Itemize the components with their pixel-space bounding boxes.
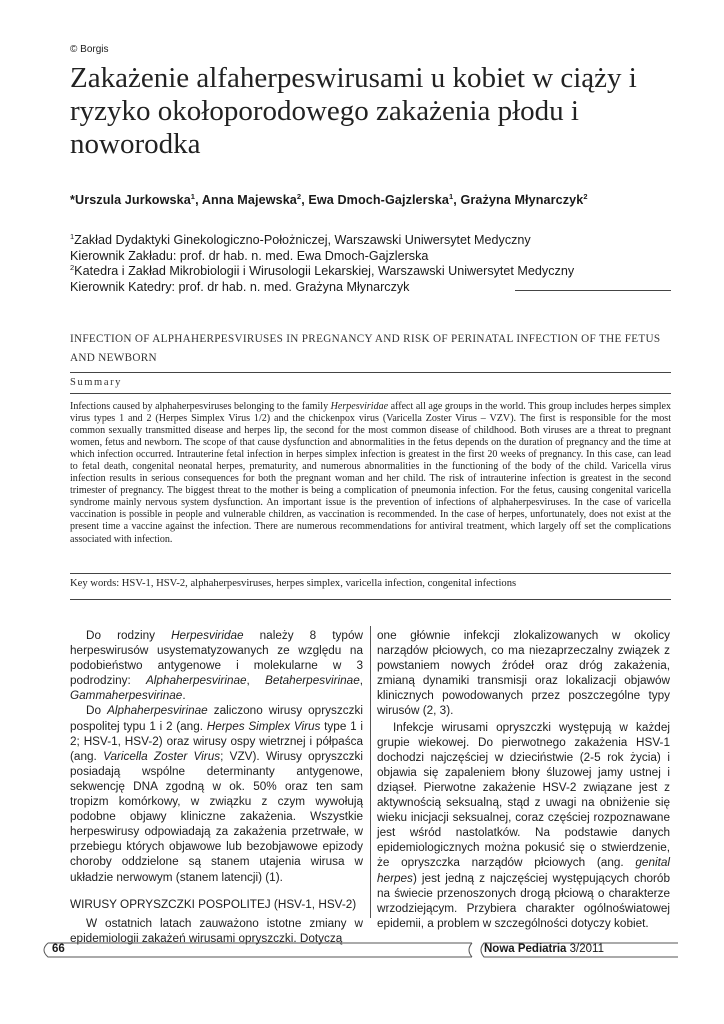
italic-term: genital herpes <box>377 856 670 885</box>
article-title: Zakażenie alfaherpeswirusami u kobiet w ciąży i ryzyko okołoporodowego zakażenia płodu i noworodka <box>70 62 637 160</box>
summary-part2: affect all age groups in the world. This group includes herpes simplex virus types 1 and 2 (Herpes Simplex Virus 1/2) and the chickenpox virus (Varicella Zoster Virus – VZV). The first is responsible for the most common sexually transmitted disease and herpes lip, the second for the most common disease of childhood. Both viruses are a threat to pregnant women, fetus and newborn. The scope of that cause dysfunction and abnormalities in the fetus depends on the duration of pregnancy and the time at which infection occurred. Intrauterine fetal infection in herpes simplex infection is greatest in the first 20 weeks of pregnancy. In this case, can lead to fetal death, congenital neonatal herpes, prematurity, and numerous abnormalities in the functioning of the body of the child. Varicella virus infection results in serious consequences for both the pregnant woman and her child. The risk of intrauterine infection is greatest in the second trimester of pregnancy. The biggest threat to the mother is being a complication of pneumonia infection. For the fetus, causing congenital varicella syndrome mainly nervous system dysfunction. An important issue is the prevention of infections of alphaherpesviruses. In the case of varicella vaccination is possible in people and vulnerable children, as vaccination is recommended. In the case of herpes, unfortunately, does not exist at the present time a vaccine against the infection. There are numerous recommendations for antiviral treatment, which largely off set the complications associated with infection. <box>70 401 671 545</box>
italic-term: Betaherpesvirinae <box>265 674 360 688</box>
text-run: Do <box>86 704 108 718</box>
text-run: Infekcje wirusami opryszczki występują w każdej grupie wiekowej. Do pierwotnego zakażenia HSV-1 dochodzi najczęściej w dzieciństwie (2-5 rok życia) i objawia się zapaleniem błony śluzowej jamy ustnej i dziąseł. Pierwotne zakażenie HSV-2 związane jest z aktywnością seksualną, stąd z uwagi na obniżenie się wieku inicjacji seksualnej, coraz częściej rozpoznawane jest wśród nastolatków. Na podstawie danych epidemiologicznych można pokusić się o stwierdzenie, że opryszczka narządów płciowych (ang. <box>377 720 670 870</box>
text-run: type 1 i 2; HSV-1, HSV-2) oraz wirusy ospy wietrznej i półpaśca (ang. <box>70 719 363 763</box>
summary-italic: Herpesviridae <box>330 401 389 412</box>
affiliation-line <box>70 233 690 249</box>
affiliation-line <box>70 249 690 265</box>
text-run: Do rodziny <box>86 629 172 642</box>
authors-line: *Urszula Jurkowska$^1$, Anna Majewska$^2$, Ewa Dmoch-Gajzlerska$^1$, Grażyna Młynarczyk$^2$ <box>70 191 588 207</box>
text-run: należy 8 typów herpeswirusów usystematyzowanych ze względu na podobieństwo antygenowe i molekularne w 3 podrodziny: <box>70 629 363 688</box>
text-run: zaliczono wirusy opryszczki pospolitej typu 1 i 2 (ang. <box>70 704 363 733</box>
affiliation-mark: 1 <box>70 231 75 241</box>
italic-term: Alphaherpesvirinae <box>145 674 247 688</box>
affiliation-line <box>70 264 690 280</box>
section-heading-hsv: WIRUSY OPRYSZCZKI POSPOLITEJ (HSV-1, HSV-2) <box>70 897 357 911</box>
author-name: Ewa Dmoch-Gajzlerska <box>308 193 449 207</box>
affiliation-text: Katedra i Zakład Mikrobiologii i Wirusologii Lekarskiej, Warszawski Uniwersytet Medyczny <box>74 264 575 278</box>
english-title: INFECTION OF ALPHAHERPESVIRUSES IN PREGNANCY AND RISK OF PERINATAL INFECTION OF THE FETUS AND NEWBORN <box>70 333 661 364</box>
author-name: *Urszula Jurkowska <box>70 193 191 207</box>
affiliation-text: Kierownik Katedry: prof. dr hab. n. med. Grażyna Młynarczyk <box>70 279 410 294</box>
summary-part1: Infections caused by alphaherpesviruses belonging to the family <box>70 401 331 412</box>
affiliation-rule <box>515 290 671 291</box>
right-column <box>377 628 670 931</box>
copyright: © Borgis <box>70 44 109 55</box>
affiliation-text: Zakład Dydaktyki Ginekologiczno-Położniczej, Warszawski Uniwersytet Medyczny <box>74 233 531 247</box>
column-divider <box>370 626 371 918</box>
left-paragraph-3: W ostatnich latach zauważono istotne zmiany w epidemiologii zakażeń wirusami opryszczki. Dotyczą <box>70 916 363 945</box>
left-column <box>70 628 363 946</box>
text-run: ; VZV). Wirusy opryszczki posiadają wspólne determinanty antygenowe, sekwencję DNA zgodną w ok. 50% oraz ten sam tropizm komórkowy, w związku z czym wywołują podobne objawy kliniczne zakażenia. Wszystkie herpeswirusy odpowiadają za zakażenia przetrwałe, w przebiegu których objawowe lub bezobjawowe epizody choroby oddzielone są stanem utajenia wirusa w układzie nerwowym (stanem latencji) (1). <box>70 749 363 884</box>
author-affiliation-mark: 2 <box>296 191 302 201</box>
affiliation-text: Kierownik Zakładu: prof. dr hab. n. med. Ewa Dmoch-Gajzlerska <box>70 248 429 263</box>
keywords: Key words: HSV-1, HSV-2, alphaherpesviruses, herpes simplex, varicella infection, congenital infections <box>70 578 517 589</box>
summary-text <box>70 401 671 546</box>
author-affiliation-mark: 2 <box>583 191 588 201</box>
author-affiliation-mark: 1 <box>190 191 196 201</box>
journal-name: Nowa Pediatria <box>484 943 567 955</box>
author-affiliation-mark: 1 <box>448 191 454 201</box>
journal-info <box>484 943 604 955</box>
right-paragraph-2 <box>377 720 670 931</box>
left-paragraph-2 <box>70 703 363 884</box>
text-run: . <box>182 689 186 703</box>
author-name: Grażyna Młynarczyk <box>460 193 584 207</box>
affiliation-mark: 2 <box>70 262 75 272</box>
text-run: , <box>359 674 363 688</box>
text-run: , <box>246 674 266 688</box>
affiliation-line <box>70 280 690 296</box>
italic-term: Alphaherpesvirinae <box>107 704 208 718</box>
italic-term: Herpesviridae <box>171 629 244 642</box>
summary-heading-rule <box>70 393 671 394</box>
keywords-top-rule <box>70 573 671 574</box>
left-paragraph-1 <box>70 628 363 703</box>
italic-term: Varicella Zoster Virus <box>103 749 221 763</box>
italic-term: Gammaherpesvirinae <box>70 689 183 703</box>
keywords-bottom-rule <box>70 599 671 600</box>
affiliations <box>70 233 690 295</box>
page-number: 66 <box>52 943 65 955</box>
author-name: Anna Majewska <box>201 193 297 207</box>
right-paragraph-1: one głównie infekcji zlokalizowanych w okolicy narządów płciowych, co ma niezaprzeczalny związek z powstaniem nowych źródeł oraz dróg zakażenia, zmianą dynamiki transmisji oraz lokalizacji objawów klinicznych powodowanych przez poszczególne typy wirusów (2, 3). <box>377 629 670 718</box>
italic-term: Herpes Simplex Virus <box>206 719 321 733</box>
summary-top-rule <box>70 372 671 373</box>
text-run: ) jest jedną z najczęściej występujących chorób na świecie przenoszonych drogą płciową o charakterze wrzodziejącym. Przybiera charakter ogólnoświatowej epidemii, a problem w szczególności dotyczy kobiet. <box>377 871 670 930</box>
journal-issue: 3/2011 <box>566 943 604 955</box>
summary-heading: Summary <box>70 377 123 388</box>
